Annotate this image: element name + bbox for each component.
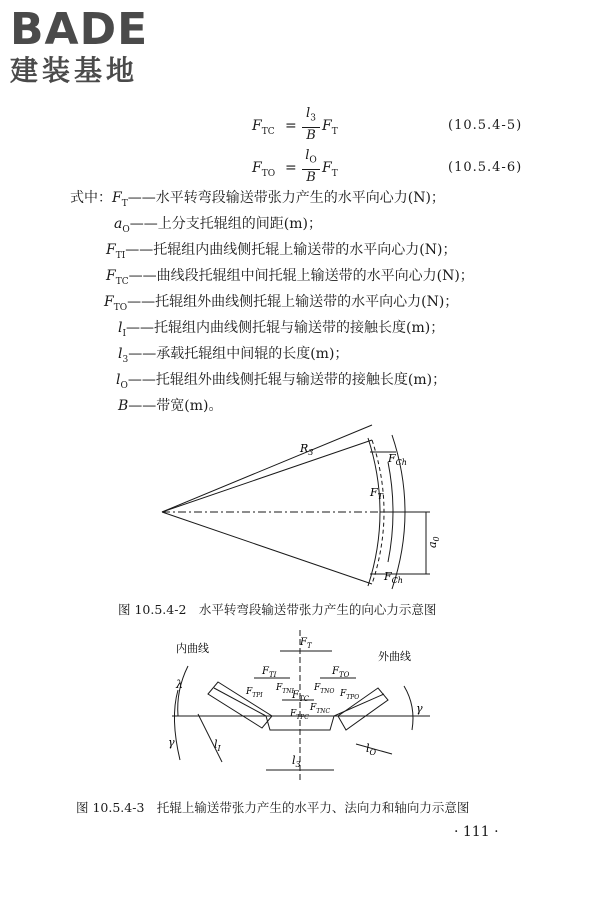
label-ftpc: $F_{TPC}$: [290, 709, 309, 721]
definition-text: ——托辊组外曲线侧托辊与输送带的接触长度(m)；: [127, 372, 447, 388]
label-lambda: λ: [176, 678, 183, 691]
eq-fraction: $\frac{l_3}{B}$: [302, 106, 320, 144]
eq-lhs: $F_{TO}$: [252, 160, 276, 179]
label-fch-bottom: $F_{Ch}$: [384, 570, 403, 585]
label-gamma-left: γ: [168, 736, 175, 749]
gamma-arc-right: [404, 686, 413, 730]
lambda-arc-left: [174, 690, 180, 760]
logo-subtitle: 建装基地: [10, 54, 139, 87]
label-li: $l_I$: [214, 738, 221, 753]
gamma-arc-left: [178, 666, 188, 716]
label-ftpo: $F_{TPO}$: [340, 689, 360, 701]
label-gamma-right: γ: [416, 702, 423, 715]
definition-text: ——带宽(m)。: [128, 398, 223, 414]
label-fch-top: $F_{Ch}$: [388, 452, 407, 467]
label-ftni: $F_{TNI}$: [276, 683, 294, 695]
equation-number: (10.5.4-6): [448, 160, 523, 175]
eq-rhs: $F_T$: [322, 118, 338, 137]
eq-rhs: $F_T$: [322, 160, 338, 179]
definition-text: ——托辊组外曲线侧托辊上输送带的水平向心力(N)；: [127, 294, 459, 310]
label-a0: $a_0$: [426, 536, 441, 548]
symbol: $l_I$: [118, 320, 127, 339]
label-fto: $F_{TO}$: [332, 666, 350, 679]
radius-line-top: [162, 440, 372, 512]
roller-inner: [208, 682, 272, 728]
label-ftnc: $F_{TNC}$: [310, 703, 331, 715]
symbol: $a_O$: [114, 216, 130, 235]
label-lo: $l_O$: [366, 742, 377, 757]
logo-wordmark: BADE: [10, 4, 149, 55]
definition-text: ——托辊组内曲线侧托辊上输送带的水平向心力(N)；: [125, 242, 457, 258]
label-l3: $l_3$: [292, 754, 301, 769]
eq-equals: =: [285, 118, 297, 134]
radius-line-bottom: [162, 512, 372, 584]
eq-lhs: $F_{TC}$: [252, 118, 275, 137]
r3-dimension: [162, 425, 372, 512]
label-ft-top: $F_T$: [300, 637, 312, 650]
label-fti: $F_{TI}$: [262, 666, 277, 679]
symbol: $F_{TC}$: [106, 268, 129, 287]
page-number: · 111 ·: [454, 824, 499, 840]
eq-fraction: $\frac{l_O}{B}$: [302, 148, 320, 186]
definition-text: ——承载托辊组中间辊的长度(m)；: [128, 346, 349, 362]
eq-equals: =: [285, 160, 297, 176]
figure-caption: 图 10.5.4-3 托辊上输送带张力产生的水平力、法向力和轴向力示意图: [76, 800, 470, 815]
label-inner-curve: 内曲线: [176, 642, 209, 655]
label-r3: $R_3$: [300, 442, 314, 457]
figure-caption: 图 10.5.4-2 水平转弯段输送带张力产生的向心力示意图: [118, 602, 437, 617]
symbol: $F_{TI}$: [106, 242, 126, 261]
symbol: $l_O$: [116, 372, 128, 391]
definition-text: ——托辊组内曲线侧托辊与输送带的接触长度(m)；: [126, 320, 445, 336]
symbol: $F_{TO}$: [104, 294, 128, 313]
label-ftno: $F_{TNO}$: [314, 683, 335, 695]
symbol: $l_3$: [118, 346, 129, 365]
label-ft: $F_T$: [370, 486, 383, 501]
definition-text: ——曲线段托辊组中间托辊上输送带的水平向心力(N)；: [128, 268, 474, 284]
equation-number: (10.5.4-5): [448, 118, 523, 133]
definition-lead: 式中：: [70, 190, 112, 206]
definition-text: ——水平转弯段输送带张力产生的水平向心力(N)；: [127, 190, 445, 206]
label-outer-curve: 外曲线: [378, 650, 411, 663]
definition-text: ——上分支托辊组的间距(m)；: [129, 216, 322, 232]
symbol: B: [118, 398, 129, 414]
label-ftc: $F_{TC}$: [292, 690, 309, 703]
li-dimension: [198, 714, 222, 762]
symbol: $F_T$: [112, 190, 128, 209]
label-ftpi: $F_{TPI}$: [246, 687, 263, 699]
